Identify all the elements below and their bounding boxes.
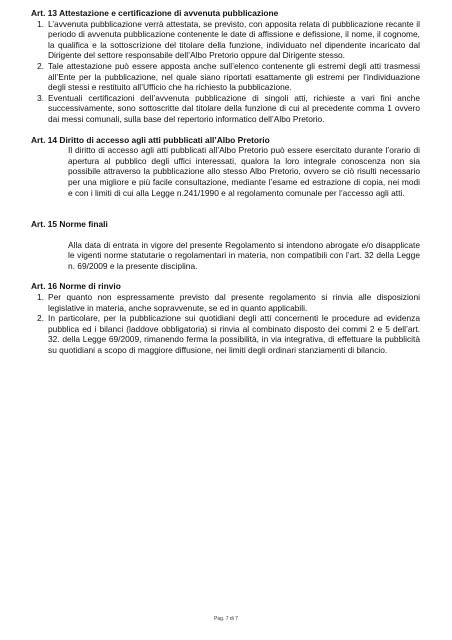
article-15 <box>31 219 420 271</box>
list-item-text: In particolare, per la pubblicazione sui quotidiani degli atti concernenti le procedure ad evidenza pubblica ed i bilanci (laddove obbligatoria) si rinvia al combinato disposto dei commi 2 e 5 dell’art. 32. della Legge 69/2009, rimanendo ferma la possibilità, in via integrativa, di effettuare la pubblicità su quotidiani a scopo di maggiore diffusione, nei limiti degli ordinari stanziamenti di bilancio. <box>48 313 420 356</box>
article-14-text: Il diritto di accesso agli atti pubblicati all’Albo Pretorio può essere esercitato durante l’orario di apertura al pubblico degli uffici interessati, qualora la loro integrale conoscenza non sia possibile attraverso la pubblicazione allo stesso Albo Pretorio, ovvero se ciò risulti necessario per una migliore e più facile consultazione, mediante l’esame ed estrazione di copia, nei modi e con i limiti di cui alla Legge n.241/1990 e al regolamento comunale per l’accesso agli atti. <box>68 145 420 198</box>
article-16 <box>31 281 420 355</box>
article-15-title: Art. 15 Norme finali <box>31 219 108 230</box>
list-item <box>31 19 420 61</box>
article-16-list <box>31 292 420 356</box>
list-item-text: Tale attestazione può essere apposta anche sull’elenco contenente gli estremi degli atti trasmessi all’Ente per la pubblicazione, nel quale siano riportati esattamente gli estremi per l’individuazione degli stessi e restituito all’Ufficio che ha richiesto la pubblicazione. <box>48 60 420 93</box>
article-14-title: Art. 14 Diritto di accesso agli atti pubblicati all’Albo Pretorio <box>31 134 270 145</box>
list-item <box>31 61 420 93</box>
article-15-text: Alla data di entrata in vigore del presente Regolamento si intendono abrogate e/o disapplicate le vigenti norme statutarie o regolamentari in materia, non compatibili con l’art. 32 della Legge n. 69/2009 e la presente disciplina. <box>68 239 420 271</box>
article-14 <box>31 135 420 199</box>
article-13-list <box>31 19 420 125</box>
list-item-number: 3. <box>37 92 44 103</box>
article-13 <box>31 8 420 125</box>
article-13-title: Art. 13 Attestazione e certificazione di avvenuta pubblicazione <box>31 8 279 18</box>
list-item <box>31 313 420 355</box>
list-item <box>31 292 420 313</box>
page-number-footer: Pag. 7 di 7 <box>214 616 238 622</box>
list-item-text: L’avvenuta pubblicazione verrà attestata, se previsto, con apposita relata di pubblicazione recante il periodo di avvenuta pubblicazione contenente le date di affissione e defissione, il nome, il cognome, la qualifica e la sottoscrizione del titolare della funzione, individuato nel dipendente incaricato dal Dirigente del settore responsabile dell’Albo Pretorio oppure dal Dirigente stesso. <box>48 18 420 61</box>
list-item-number: 2. <box>37 313 44 324</box>
list-item <box>31 93 420 125</box>
list-item-number: 2. <box>37 60 44 71</box>
list-item-text: Eventuali certificazioni dell’avvenuta pubblicazione di singoli atti, richieste a vari fini anche successivamente, sono sottoscritte dal titolare della funzione di cui al precedente comma 1 ovvero dai messi comunali, sulla base del repertorio informatico dell’Albo Pretorio. <box>48 92 420 124</box>
article-16-title: Art. 16 Norme di rinvio <box>31 281 121 292</box>
document-page <box>31 8 420 356</box>
list-item-text: Per quanto non espressamente previsto dal presente regolamento si rinvia alle disposizioni legislative in materia, anche sopravvenute, se ed in quanto applicabili. <box>48 292 420 313</box>
list-item-number: 1. <box>37 292 44 303</box>
list-item-number: 1. <box>37 18 44 29</box>
